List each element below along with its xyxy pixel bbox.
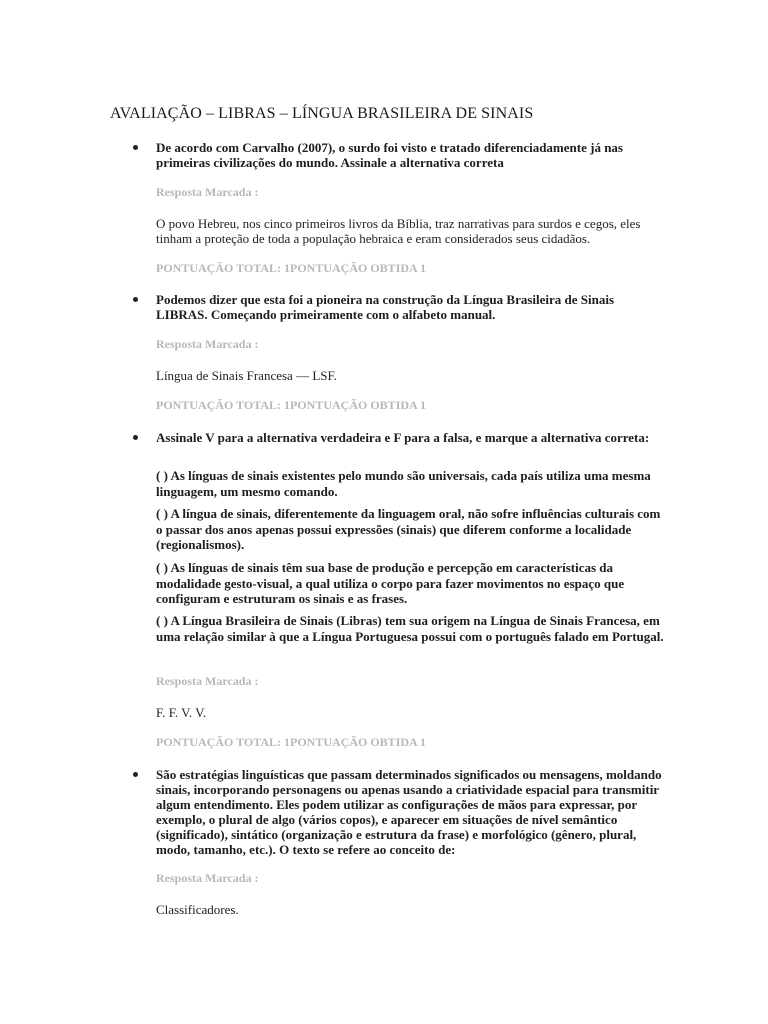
option-2: ( ) A língua de sinais, diferentemente da linguagem oral, não sofre influências culturais com o passar dos anos apenas possui expressões (sinais) que diferem conforme a localidade (regionalismos). <box>156 506 661 552</box>
score-line: PONTUAÇÃO TOTAL: 1PONTUAÇÃO OBTIDA 1 <box>156 735 427 749</box>
bullet-icon <box>133 435 138 440</box>
marked-answer-label: Resposta Marcada : <box>156 871 259 885</box>
marked-answer: Classificadores. <box>156 902 239 917</box>
bullet-icon <box>133 297 138 302</box>
score-line: PONTUAÇÃO TOTAL: 1PONTUAÇÃO OBTIDA 1 <box>156 261 427 275</box>
score-line: PONTUAÇÃO TOTAL: 1PONTUAÇÃO OBTIDA 1 <box>156 398 427 412</box>
option-3: ( ) As línguas de sinais têm sua base de produção e percepção em características da modalidade gesto-visual, a qual utiliza o corpo para fazer movimentos no espaço que configuram e estruturam os sinais e as frases. <box>156 560 625 606</box>
marked-answer: Língua de Sinais Francesa — LSF. <box>156 368 337 383</box>
marked-answer-label: Resposta Marcada : <box>156 337 259 351</box>
marked-answer-label: Resposta Marcada : <box>156 185 259 199</box>
option-1: ( ) As línguas de sinais existentes pelo mundo são universais, cada país utiliza uma mesma linguagem, um mesmo comando. <box>156 468 651 499</box>
bullet-icon <box>133 145 138 150</box>
question-1 <box>156 140 666 170</box>
marked-answer: F. F. V. V. <box>156 705 207 720</box>
question-3 <box>156 430 666 445</box>
question-text: De acordo com Carvalho (2007), o surdo foi visto e tratado diferenciadamente já nas primeiras civilizações do mundo. Assinale a alternativa correta <box>156 140 623 170</box>
document-title: AVALIAÇÃO – LIBRAS – LÍNGUA BRASILEIRA DE SINAIS <box>110 105 534 122</box>
option-4: ( ) A Língua Brasileira de Sinais (Libras) tem sua origem na Língua de Sinais Francesa, em uma relação similar à que a Língua Portuguesa possui com o português falado em Portugal. <box>156 613 664 644</box>
marked-answer-label: Resposta Marcada : <box>156 674 259 688</box>
bullet-icon <box>133 772 138 777</box>
question-2 <box>156 292 666 322</box>
question-text: Podemos dizer que esta foi a pioneira na construção da Língua Brasileira de Sinais LIBRAS. Começando primeiramente com o alfabeto manual. <box>156 292 615 322</box>
question-text: Assinale V para a alternativa verdadeira e F para a falsa, e marque a alternativa correta: <box>156 430 650 445</box>
marked-answer: O povo Hebreu, nos cinco primeiros livros da Bíblia, traz narrativas para surdos e cegos, eles tinham a proteção de toda a população hebraica e eram considerados seus cidadãos. <box>156 216 641 246</box>
question-4 <box>156 767 666 857</box>
question-text: São estratégias linguísticas que passam determinados significados ou mensagens, moldando sinais, incorporando personagens ou apenas usando a criatividade espacial para transmitir algum entendimento. Eles podem utilizar as configurações de mãos para expressar, por exemplo, o plural de algo (vários copos), e aparecer em situações de nível semântico (significado), sintático (organização e estrutura da frase) e morfológico (gênero, plural, modo, tamanho, etc.). O texto se refere ao conceito de: <box>156 767 662 857</box>
